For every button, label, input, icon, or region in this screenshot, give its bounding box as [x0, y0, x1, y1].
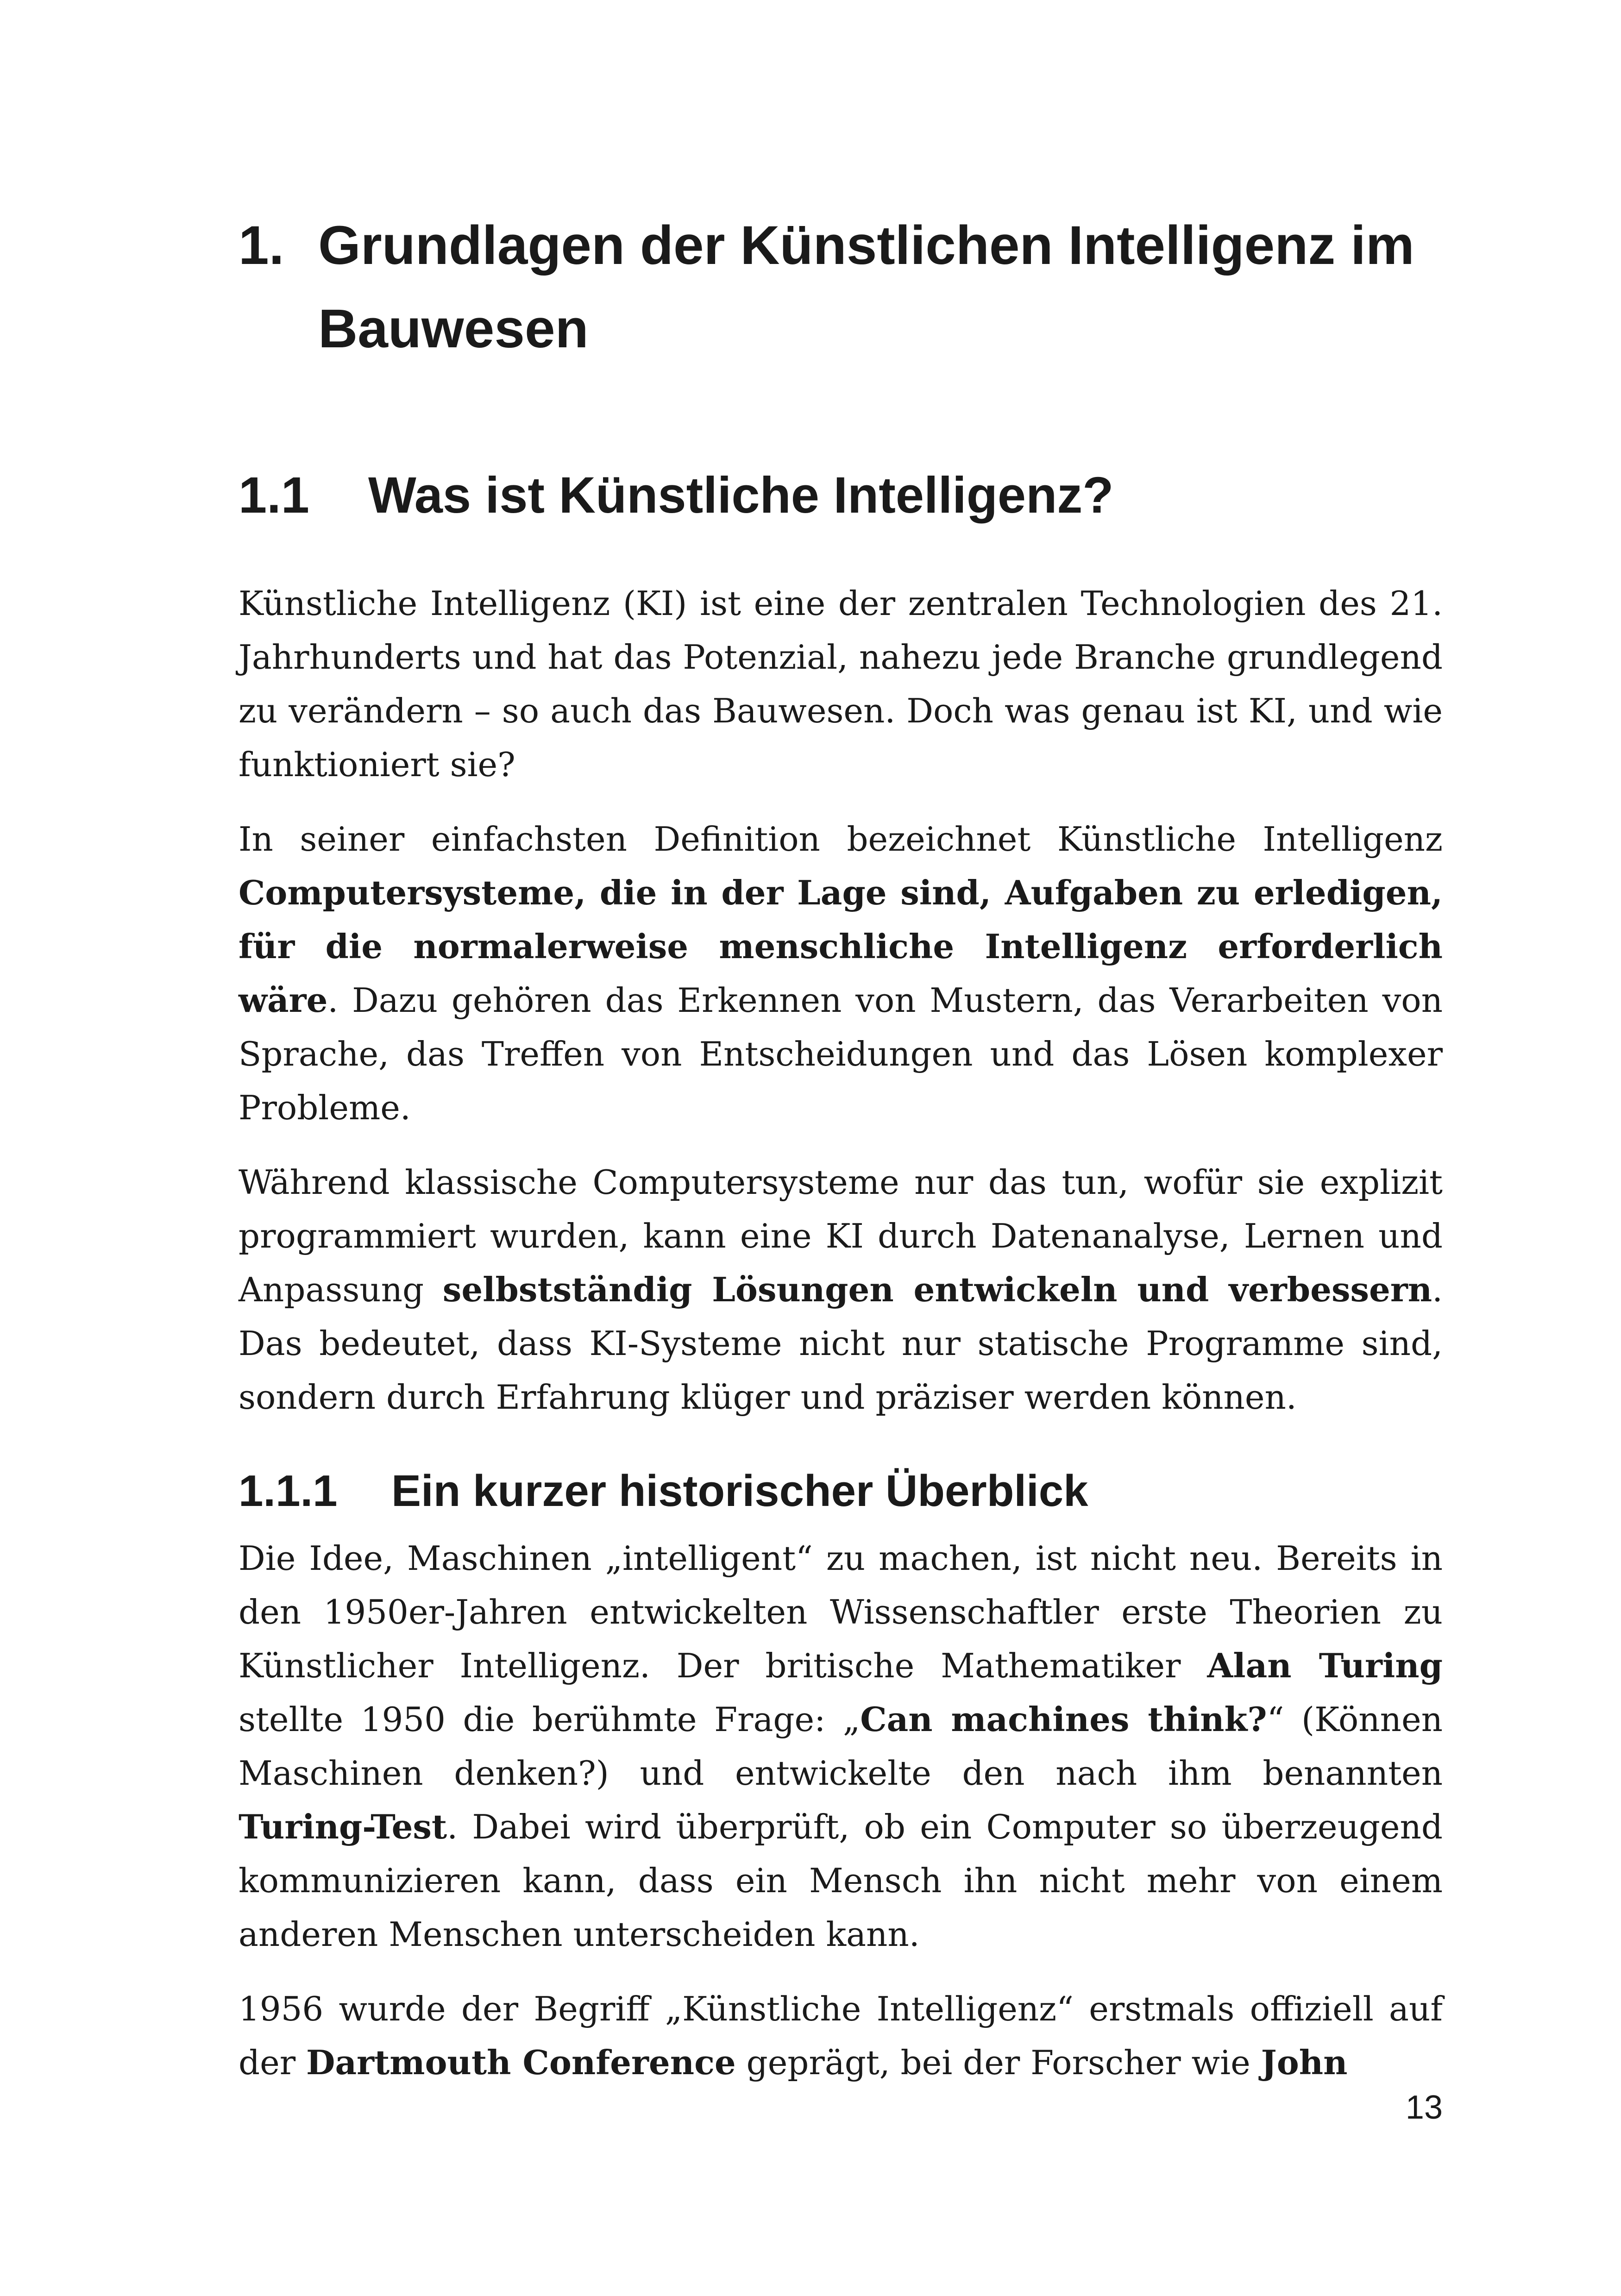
subsection-number: 1.1.1	[239, 1466, 338, 1516]
emphasis-text: selbstständig Lösungen entwickeln und verbessern	[442, 1270, 1433, 1309]
paragraph-text: 1956 wurde der Begriff „Künstliche Intelligenz“ erstmals offiziell auf der	[239, 1989, 1443, 2082]
paragraph-text: Die Idee, Maschinen „intelligent“ zu machen, ist nicht neu. Bereits in den 1950er-Jahren entwickelten Wissenschaftler erste Theorien zu Künstlicher Intelligenz. Der britische Mathematiker	[239, 1539, 1443, 1685]
paragraph-history	[239, 1531, 1443, 1961]
paragraph-text: . Dabei wird überprüft, ob ein Computer so überzeugend kommunizieren kann, dass ein Mensch ihn nicht mehr von einem anderen Menschen unterscheiden kann.	[239, 1807, 1443, 1954]
paragraph-text: Während klassische Computersysteme nur das tun, wofür sie explizit programmiert wurden, kann eine KI durch Datenanalyse, Lernen und Anpassung	[239, 1163, 1443, 1309]
emphasis-text: John	[1261, 2043, 1348, 2082]
paragraph-text: geprägt, bei der Forscher wie	[735, 2043, 1261, 2082]
subsection-title: Ein kurzer historischer Überblick	[391, 1466, 1088, 1516]
section-number: 1.1	[239, 467, 309, 524]
section-title: Was ist Künstliche Intelligenz?	[368, 467, 1114, 524]
paragraph-dartmouth	[239, 1982, 1443, 2089]
page-number: 13	[1405, 2089, 1443, 2126]
chapter-heading	[239, 204, 1443, 370]
chapter-title: Grundlagen der Künstlichen Intelligenz im Bauwesen	[318, 215, 1414, 359]
paragraph-text: . Dazu gehören das Erkennen von Mustern, das Verarbeiten von Sprache, das Treffen von Entscheidungen und das Lösen komplexer Probleme.	[239, 981, 1443, 1127]
emphasis-text: Can machines think?	[860, 1700, 1267, 1739]
section-heading	[239, 461, 1443, 530]
paragraph-ki-intro	[239, 577, 1443, 791]
paragraph-text: Künstliche Intelligenz (KI) ist eine der zentralen Technologien des 21. Jahrhunderts und hat das Potenzial, nahezu jede Branche grundlegend zu verändern – so auch das Bauwesen. Doch was genau ist KI, und wie funktioniert sie?	[239, 584, 1443, 784]
emphasis-text: Computersysteme, die in der Lage sind, Aufgaben zu erledigen, für die normalerweise menschliche Intelligenz erforderlich wäre	[239, 873, 1443, 1020]
chapter-number: 1.	[239, 215, 284, 276]
emphasis-text: Dartmouth Conference	[306, 2043, 736, 2082]
page-content	[239, 204, 1443, 2110]
paragraph-text: “ (Können Maschinen denken?) und entwickelte den nach ihm benannten	[239, 1700, 1443, 1793]
paragraph-ki-definition	[239, 812, 1443, 1135]
emphasis-text: Turing-Test	[239, 1807, 447, 1846]
emphasis-text: Alan Turing	[1207, 1646, 1443, 1685]
subsection-heading	[239, 1461, 1443, 1521]
paragraph-ki-vs-classic	[239, 1155, 1443, 1424]
paragraph-text: In seiner einfachsten Definition bezeichnet Künstliche Intelligenz	[239, 820, 1443, 859]
paragraph-text: . Das bedeutet, dass KI-Systeme nicht nur statische Programme sind, sondern durch Erfahrung klüger und präziser werden können.	[239, 1270, 1443, 1417]
paragraph-text: stellte 1950 die berühmte Frage: „	[239, 1700, 861, 1739]
